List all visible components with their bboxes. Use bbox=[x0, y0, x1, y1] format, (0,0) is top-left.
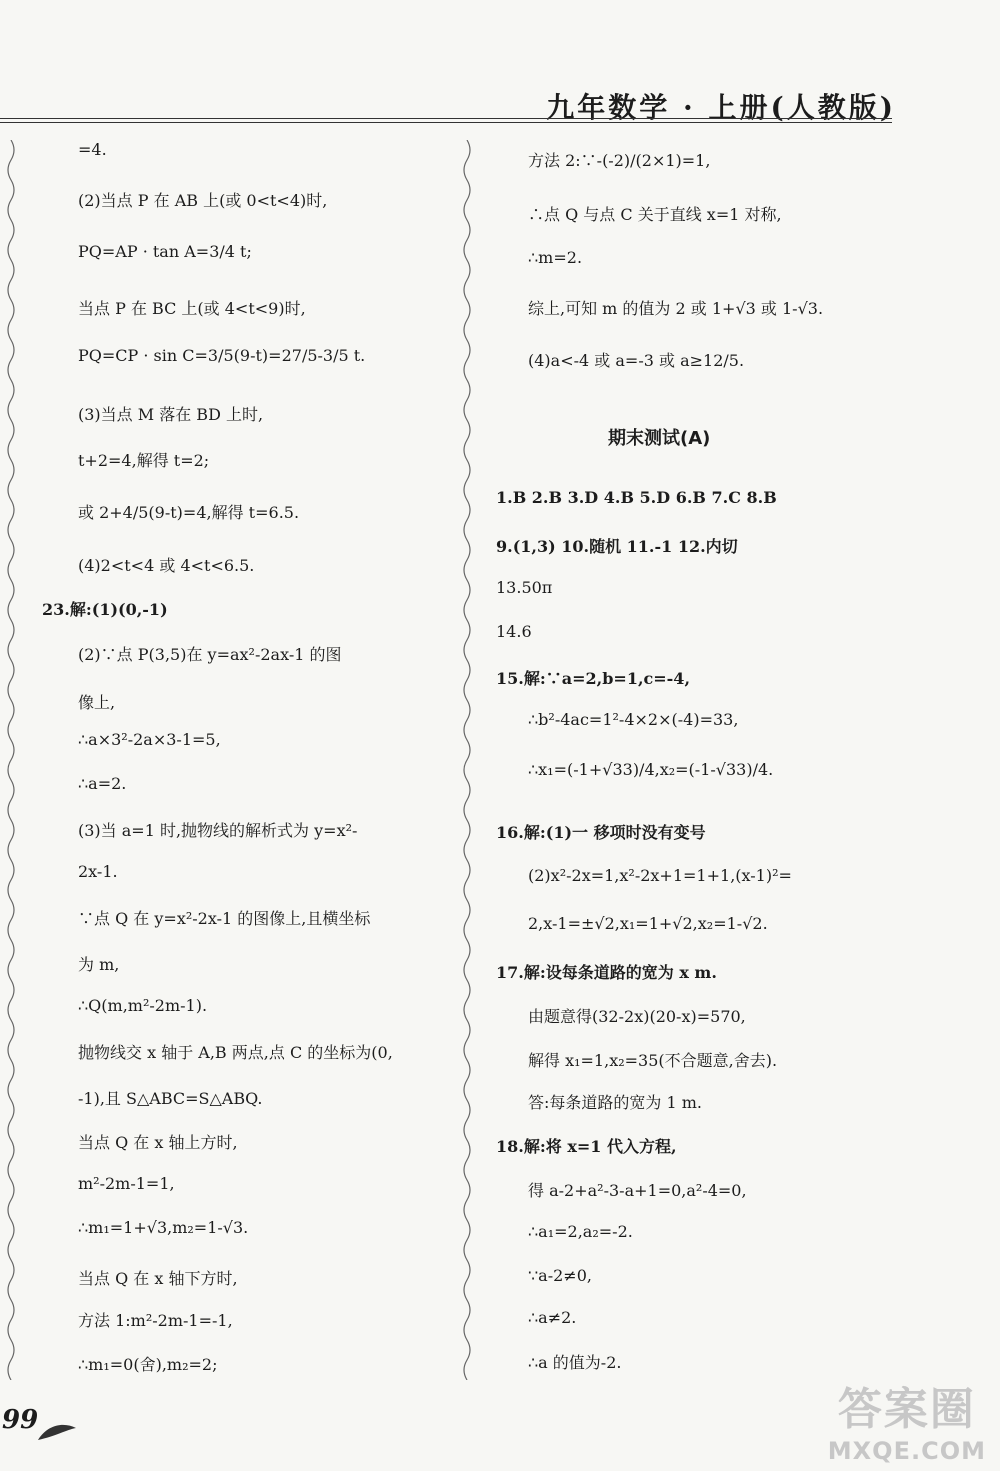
answer-line: 2,x-1=±√2,x₁=1+√2,x₂=1-√2. bbox=[528, 914, 768, 933]
question-15-line: 15.解:∵a=2,b=1,c=-4, bbox=[496, 669, 691, 688]
answer-key-line: 9.(1,3) 10.随机 11.-1 12.内切 bbox=[496, 537, 738, 556]
answer-line: ∴m=2. bbox=[528, 248, 583, 267]
answer-key-line: 14.6 bbox=[496, 622, 532, 641]
answer-line: (3)当 a=1 时,抛物线的解析式为 y=x²- bbox=[78, 821, 358, 840]
answer-line: ∴x₁=(-1+√33)/4,x₂=(-1-√33)/4. bbox=[528, 760, 774, 779]
answer-line: ∴a 的值为-2. bbox=[528, 1353, 622, 1372]
answer-line: m²-2m-1=1, bbox=[78, 1174, 175, 1193]
answer-line: 2x-1. bbox=[78, 862, 118, 881]
header-rule bbox=[0, 118, 892, 119]
answer-line: 为 m, bbox=[78, 955, 120, 974]
answer-line: ∴a=2. bbox=[78, 774, 127, 793]
answer-key-line: 1.B 2.B 3.D 4.B 5.D 6.B 7.C 8.B bbox=[496, 488, 777, 507]
answer-line: ∴点 Q 与点 C 关于直线 x=1 对称, bbox=[528, 205, 782, 224]
header-rule-thin bbox=[0, 122, 892, 123]
answer-line: (2)∵点 P(3,5)在 y=ax²-2ax-1 的图 bbox=[78, 645, 342, 664]
answer-line: ∴m₁=1+√3,m₂=1-√3. bbox=[78, 1218, 249, 1237]
answer-line: 当点 P 在 BC 上(或 4<t<9)时, bbox=[78, 299, 306, 318]
answer-line: (3)当点 M 落在 BD 上时, bbox=[78, 405, 264, 424]
question-23-line: 23.解:(1)(0,-1) bbox=[42, 600, 168, 619]
leaf-ornament-icon bbox=[36, 1420, 78, 1446]
answer-line: 得 a-2+a²-3-a+1=0,a²-4=0, bbox=[528, 1181, 747, 1200]
answer-line: ∴a≠2. bbox=[528, 1308, 577, 1327]
answer-line: 像上, bbox=[78, 693, 116, 712]
answer-line: PQ=CP · sin C=3/5(9-t)=27/5-3/5 t. bbox=[78, 346, 366, 365]
answer-line: 当点 Q 在 x 轴上方时, bbox=[78, 1133, 238, 1152]
answer-line: (4)a<-4 或 a=-3 或 a≥12/5. bbox=[528, 351, 745, 370]
answer-line: (2)当点 P 在 AB 上(或 0<t<4)时, bbox=[78, 191, 328, 210]
answer-line: ∵点 Q 在 y=x²-2x-1 的图像上,且横坐标 bbox=[78, 909, 371, 928]
answer-key-line: 13.50π bbox=[496, 578, 553, 597]
answer-line: 解得 x₁=1,x₂=35(不合题意,舍去). bbox=[528, 1051, 778, 1070]
answer-line: 或 2+4/5(9-t)=4,解得 t=6.5. bbox=[78, 503, 300, 522]
answer-line: =4. bbox=[78, 140, 107, 159]
column-divider-left bbox=[4, 140, 18, 1380]
question-17-line: 17.解:设每条道路的宽为 x m. bbox=[496, 963, 717, 982]
answer-line: 方法 1:m²-2m-1=-1, bbox=[78, 1311, 233, 1330]
answer-line: 答:每条道路的宽为 1 m. bbox=[528, 1093, 703, 1112]
answer-line: ∴b²-4ac=1²-4×2×(-4)=33, bbox=[528, 710, 739, 729]
watermark-text-large: 答案圈 bbox=[837, 1384, 976, 1435]
question-18-line: 18.解:将 x=1 代入方程, bbox=[496, 1137, 677, 1156]
answer-line: -1),且 S△ABC=S△ABQ. bbox=[78, 1089, 263, 1108]
answer-line: 方法 2:∵-(-2)/(2×1)=1, bbox=[528, 151, 711, 170]
answer-line: ∴a×3²-2a×3-1=5, bbox=[78, 730, 221, 749]
answer-line: ∴Q(m,m²-2m-1). bbox=[78, 996, 208, 1015]
answer-line: ∴m₁=0(舍),m₂=2; bbox=[78, 1355, 218, 1374]
page-number: 99 bbox=[2, 1405, 39, 1435]
answer-line: PQ=AP · tan A=3/4 t; bbox=[78, 242, 252, 261]
column-divider-middle bbox=[460, 140, 474, 1380]
answer-line: ∴a₁=2,a₂=-2. bbox=[528, 1222, 633, 1241]
question-16-line: 16.解:(1)一 移项时没有变号 bbox=[496, 823, 706, 842]
answer-line: 由题意得(32-2x)(20-x)=570, bbox=[528, 1007, 746, 1026]
watermark bbox=[828, 1373, 986, 1465]
answer-line: (4)2<t<4 或 4<t<6.5. bbox=[78, 556, 255, 575]
answer-line: 当点 Q 在 x 轴下方时, bbox=[78, 1269, 238, 1288]
answer-line: t+2=4,解得 t=2; bbox=[78, 451, 210, 470]
watermark-text-small: MXQE.COM bbox=[827, 1437, 986, 1465]
page-header-title: 九年数学 · 上册(人教版) bbox=[546, 91, 896, 124]
answer-line: ∵a-2≠0, bbox=[528, 1266, 592, 1285]
answer-line: 综上,可知 m 的值为 2 或 1+√3 或 1-√3. bbox=[528, 299, 824, 318]
section-heading: 期末测试(A) bbox=[608, 428, 711, 449]
answer-line: 抛物线交 x 轴于 A,B 两点,点 C 的坐标为(0, bbox=[78, 1043, 393, 1062]
answer-line: (2)x²-2x=1,x²-2x+1=1+1,(x-1)²= bbox=[528, 866, 792, 885]
